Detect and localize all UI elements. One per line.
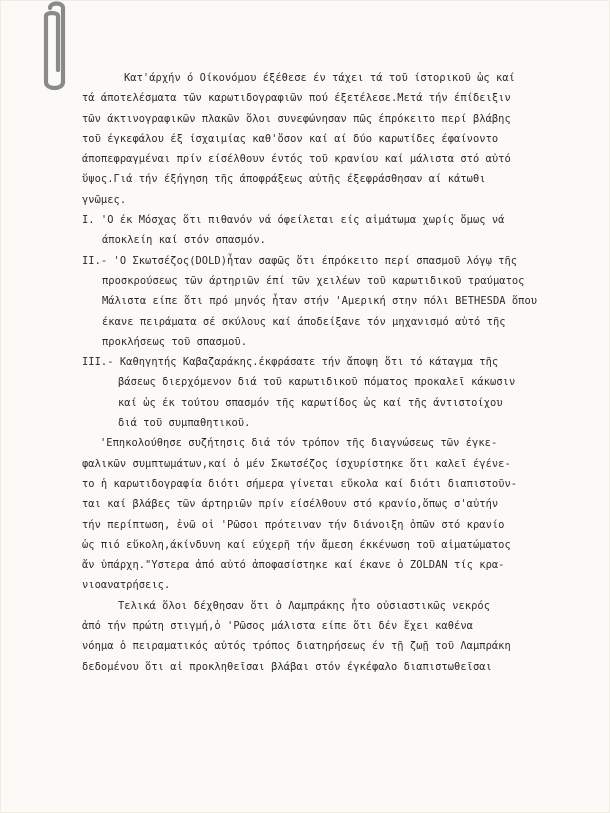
opinion-line-8: III.- Καθηγητής Καβαζαράκης.έκφράσατε τήν ἄποψη ὅτι τό κάταγμα τῆς	[82, 356, 499, 369]
opinion-line-2: άποκλείη καί στόν σπασμόν.	[102, 234, 266, 247]
discussion-line-3: το ἡ καρωτιδογραφία διότι σήμερα γίνεται εὔκολα καί διότι διαπιστοῦν-	[82, 477, 518, 490]
discussion-line-7: ἄν ὑπάρχη."Υστερα ἀπό αὐτό ἀποφασίστηκε καί έκανε ὁ ZOLDAN τίς κρα-	[82, 559, 505, 572]
paragraph-line-4: τοῦ έγκεφάλου έξ ίσχαιμίας καθ'ὅσον καί αί δύο καρωτίδες έφαίνοντο	[82, 132, 499, 145]
conclusion-line-4: δεδομένου ὅτι αἱ προκληθεῖσαι βλάβαι στόν έγκέφαλο διαπιστωθεῖσαι	[82, 660, 492, 673]
opinion-line-3: II.- 'Ο Σκωτσέζος(DOLD)ἦταν σαφῶς ὅτι έπρόκειτο περί σπασμοῦ λόγῳ τῆς	[82, 254, 518, 267]
opinion-line-11: διά τοῦ συμπαθητικοῦ.	[118, 417, 251, 430]
discussion-line-1: 'Επηκολούθησε συζήτησις διά τόν τρόπον τῆς διαγνώσεως τῶν έγκε-	[100, 437, 498, 450]
paragraph-line-1: Κατ'άρχήν ό Οίκονόμου έξέθεσε έν τάχει τά τοῦ ίστορικοῦ ὡς καί	[124, 72, 515, 84]
opinion-line-10: καί ὡς έκ τούτου σπασμόν τῆς καρωτίδος ὡς καί τῆς άντιστοίχου	[118, 396, 503, 409]
discussion-line-8: νιοανατρήσεις.	[82, 579, 171, 592]
paragraph-line-5: άποπεφραγμέναι πρίν είσέλθουν έντός τοῦ κρανίου καί μάλιστα στό αὐτό	[82, 153, 511, 166]
conclusion-line-3: νόημα ὁ πειραματικός αὐτός τρόπος διατηρήσεως έν τῇ ζωῇ τοῦ Λαμπράκη	[82, 640, 511, 653]
conclusion-line-2: ἀπό τήν πρώτη στιγμή,ὁ 'Ρῶσος μάλιστα είπε ὅτι δέν ἔχει καθένα	[82, 620, 473, 633]
paragraph-line-7: γνῶμες.	[82, 193, 127, 206]
paragraph-line-2: τά άποτελέσματα τῶν καρωτιδογραφιῶν πού έξετέλεσε.Μετά τήν έπίδειξιν	[82, 92, 511, 105]
opinion-line-9: βάσεως διερχόμενον διά τοῦ καρωτιδικοῦ πόματος προκαλεῖ κάκωσιν	[118, 376, 516, 389]
opinion-line-6: έκανε πειράματα σέ σκύλους καί άποδείξανε τόν μηχανισμό αὐτό τῆς	[102, 315, 506, 328]
opinion-line-1: I. 'Ο έκ Μόσχας ὅτι πιθανόν νά όφείλεται είς αἱμάτωμα χωρίς ὅμως νά	[82, 214, 505, 227]
typed-text	[82, 68, 588, 677]
discussion-line-2: φαλικῶν συμπτωμάτων,καί ὁ μέν Σκωτσέζος ίσχυρίστηκε ὅτι καλεῖ έγένε-	[82, 457, 511, 470]
opinion-line-4: προσκρούσεως τῶν άρτηριῶν έπί τῶν χειλέων τοῦ καρωτιδικοῦ τραύματος	[102, 274, 525, 287]
discussion-line-4: ται καί βλάβες τῶν άρτηριῶν πρίν είσέλθουν στό κρανίο,ὅπως σ'αὐτήν	[82, 498, 499, 511]
paperclip-icon	[36, 0, 76, 96]
opinion-line-7: προκλήσεως τοῦ σπασμοῦ.	[102, 335, 248, 348]
discussion-line-6: ὡς πιό εὔκολη,άκίνδυνη καί εύχερῆ τήν ἄμεση έκκένωση τοῦ αἱματώματος	[82, 538, 511, 551]
paragraph-line-3: τῶν άκτινογραφικῶν πλακῶν ὅλοι συνεφώνησαν πῶς έπρόκειτο περί βλάβης	[82, 112, 511, 125]
opinion-line-5: Μάλιστα είπε ὅτι πρό μηνός ἦταν στήν 'Αμερική στην πόλι BETHESDA ὅπου	[102, 295, 538, 308]
paragraph-line-6: ὕψος.Γιά τήν έξήγηση τῆς άποφράξεως αὐτῆς έξεφράσθησαν αί κάτωθι	[82, 173, 486, 186]
conclusion-line-1: Τελικά ὅλοι δέχθησαν ὅτι ὁ Λαμπράκης ἦτο οὐσιαστικῶς νεκρός	[118, 599, 491, 612]
discussion-line-5: τήν περίπτωση, ἐνῶ οἱ 'Ρῶσοι πρότειναν τήν διάνοιξη ὀπῶν στό κρανίο	[82, 518, 505, 531]
